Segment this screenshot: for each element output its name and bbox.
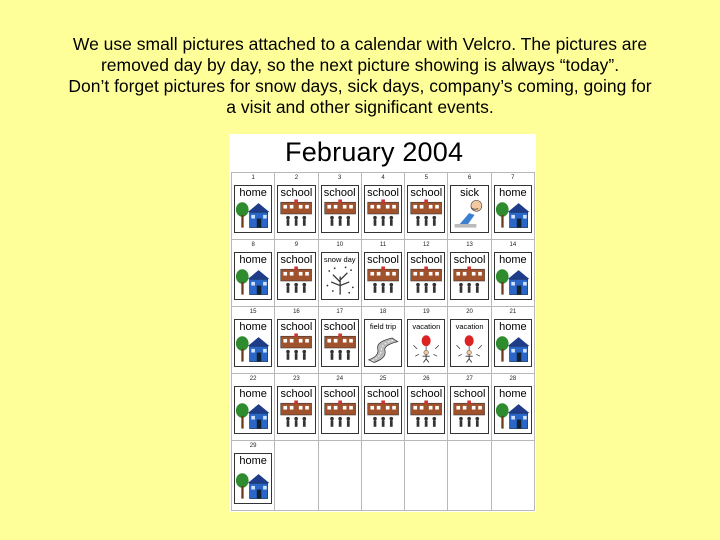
calendar-day-cell bbox=[275, 441, 318, 511]
school-icon bbox=[278, 197, 314, 231]
day-number: 27 bbox=[466, 376, 473, 382]
picture-card bbox=[364, 319, 402, 367]
caption-line: removed day by day, so the next picture showing is always “today”. bbox=[100, 55, 620, 75]
calendar-title: February 2004 bbox=[285, 137, 464, 167]
picture-card bbox=[234, 185, 272, 233]
calendar-day-cell bbox=[405, 374, 448, 441]
picture-card bbox=[277, 319, 315, 367]
picture-card bbox=[407, 386, 445, 434]
picture-card bbox=[364, 386, 402, 434]
day-number: 11 bbox=[379, 242, 387, 248]
picture-card-label: school bbox=[367, 254, 399, 266]
picture-card bbox=[494, 252, 532, 300]
calendar-day-cell bbox=[232, 173, 275, 240]
picture-card bbox=[234, 453, 272, 504]
calendar-day-cell bbox=[492, 374, 535, 441]
picture-card bbox=[364, 185, 402, 233]
calendar-day-cell bbox=[275, 240, 318, 307]
picture-card-label: snow day bbox=[323, 255, 356, 264]
picture-card bbox=[450, 185, 488, 233]
school-icon bbox=[365, 398, 401, 432]
road-icon bbox=[365, 331, 401, 365]
picture-card bbox=[234, 386, 272, 434]
school-icon bbox=[451, 398, 487, 432]
picture-card bbox=[494, 386, 532, 434]
picture-card-label: school bbox=[410, 254, 443, 266]
picture-card-label: school bbox=[280, 388, 313, 400]
calendar-day-cell bbox=[448, 240, 491, 307]
picture-card bbox=[494, 185, 532, 233]
picture-card bbox=[277, 252, 315, 300]
calendar-grid bbox=[231, 172, 535, 511]
school-icon bbox=[278, 264, 314, 298]
day-number: 3 bbox=[338, 175, 342, 181]
caption-line: a visit and other significant events. bbox=[226, 97, 494, 117]
balloons-icon bbox=[408, 331, 444, 365]
house-icon bbox=[235, 398, 271, 432]
calendar-day-cell bbox=[232, 374, 275, 441]
picture-card-label: home bbox=[499, 321, 527, 333]
calendar-day-cell bbox=[319, 374, 362, 441]
school-icon bbox=[322, 398, 358, 432]
picture-card bbox=[450, 252, 488, 300]
balloons-icon bbox=[451, 331, 487, 365]
day-number: 21 bbox=[509, 309, 517, 315]
calendar-day-cell bbox=[319, 441, 362, 511]
calendar-day-cell bbox=[275, 307, 318, 374]
calendar-day-cell bbox=[492, 307, 535, 374]
calendar bbox=[229, 134, 536, 512]
caption-line: We use small pictures attached to a calendar with Velcro. The pictures are bbox=[72, 34, 648, 54]
calendar-day-cell bbox=[448, 374, 491, 441]
calendar-day-cell bbox=[405, 307, 448, 374]
school-icon bbox=[278, 398, 314, 432]
picture-card-label: school bbox=[367, 187, 399, 199]
calendar-day-cell bbox=[319, 307, 362, 374]
picture-card-label: home bbox=[499, 254, 527, 266]
picture-card-label: vacation bbox=[412, 322, 441, 331]
day-number: 14 bbox=[509, 242, 517, 248]
calendar-day-cell bbox=[448, 307, 491, 374]
picture-card-label: vacation bbox=[455, 322, 484, 331]
picture-card-label: school bbox=[367, 388, 399, 400]
picture-card bbox=[407, 252, 445, 300]
picture-card bbox=[234, 319, 272, 367]
school-icon bbox=[278, 331, 314, 365]
picture-card-label: sick bbox=[460, 187, 480, 199]
school-icon bbox=[365, 264, 401, 298]
picture-card bbox=[450, 319, 488, 367]
calendar-day-cell bbox=[362, 441, 405, 511]
calendar-day-cell bbox=[275, 374, 318, 441]
calendar-day-cell bbox=[492, 173, 535, 240]
day-number: 22 bbox=[249, 376, 257, 382]
school-icon bbox=[322, 331, 358, 365]
calendar-day-cell bbox=[448, 441, 491, 511]
day-number: 28 bbox=[509, 376, 517, 382]
day-number: 25 bbox=[379, 376, 387, 382]
picture-card-label: school bbox=[280, 187, 313, 199]
house-icon bbox=[495, 331, 531, 365]
calendar-day-cell bbox=[492, 240, 535, 307]
day-number: 15 bbox=[249, 309, 257, 315]
calendar-day-cell bbox=[405, 441, 448, 511]
calendar-day-cell bbox=[319, 240, 362, 307]
calendar-day-cell bbox=[362, 307, 405, 374]
calendar-day-cell bbox=[232, 441, 275, 511]
day-number: 10 bbox=[336, 242, 344, 248]
picture-card bbox=[321, 319, 359, 367]
picture-card bbox=[494, 319, 532, 367]
calendar-day-cell bbox=[448, 173, 491, 240]
day-number: 4 bbox=[381, 175, 385, 181]
picture-card bbox=[277, 185, 315, 233]
calendar-day-cell bbox=[492, 441, 535, 511]
picture-card bbox=[277, 386, 315, 434]
picture-card-label: school bbox=[323, 187, 356, 199]
caption-text bbox=[10, 34, 710, 118]
picture-card-label: school bbox=[323, 321, 356, 333]
school-icon bbox=[408, 398, 444, 432]
picture-card-label: home bbox=[239, 455, 267, 467]
calendar-day-cell bbox=[362, 240, 405, 307]
day-number: 1 bbox=[251, 175, 255, 181]
caption-line: Don’t forget pictures for snow days, sick days, company’s coming, going for bbox=[68, 76, 652, 96]
picture-card bbox=[407, 185, 445, 233]
day-number: 8 bbox=[251, 242, 255, 248]
picture-card-label: home bbox=[239, 388, 267, 400]
house-icon bbox=[235, 197, 271, 231]
day-number: 24 bbox=[336, 376, 344, 382]
picture-card bbox=[450, 386, 488, 434]
day-number: 13 bbox=[466, 242, 473, 248]
calendar-day-cell bbox=[362, 173, 405, 240]
picture-card-label: school bbox=[280, 254, 313, 266]
calendar-day-cell bbox=[232, 307, 275, 374]
day-number: 18 bbox=[379, 309, 387, 315]
school-icon bbox=[408, 197, 444, 231]
picture-card bbox=[364, 252, 402, 300]
house-icon bbox=[495, 264, 531, 298]
day-number: 17 bbox=[336, 309, 344, 315]
calendar-day-cell bbox=[405, 240, 448, 307]
day-number: 2 bbox=[294, 175, 299, 181]
picture-card bbox=[321, 252, 359, 300]
day-number: 23 bbox=[293, 376, 300, 382]
picture-card-label: school bbox=[280, 321, 313, 333]
day-number: 9 bbox=[294, 242, 299, 248]
school-icon bbox=[408, 264, 444, 298]
day-number: 26 bbox=[422, 376, 430, 382]
picture-card-label: home bbox=[239, 321, 267, 333]
day-number: 5 bbox=[424, 175, 428, 181]
day-number: 16 bbox=[293, 309, 300, 315]
calendar-day-cell bbox=[275, 173, 318, 240]
day-number: 6 bbox=[467, 175, 472, 181]
calendar-day-cell bbox=[405, 173, 448, 240]
picture-card-label: home bbox=[239, 187, 267, 199]
day-number: 12 bbox=[422, 242, 430, 248]
school-icon bbox=[451, 264, 487, 298]
school-icon bbox=[365, 197, 401, 231]
picture-card bbox=[407, 319, 445, 367]
picture-card-label: home bbox=[499, 187, 527, 199]
house-icon bbox=[495, 398, 531, 432]
calendar-day-cell bbox=[362, 374, 405, 441]
picture-card bbox=[321, 185, 359, 233]
picture-card-label: field trip bbox=[369, 322, 397, 331]
picture-card bbox=[321, 386, 359, 434]
house-icon bbox=[495, 197, 531, 231]
picture-card-label: school bbox=[453, 388, 486, 400]
picture-card-label: school bbox=[410, 388, 443, 400]
school-icon bbox=[322, 197, 358, 231]
calendar-day-cell bbox=[232, 240, 275, 307]
day-number: 20 bbox=[466, 309, 473, 315]
day-number: 7 bbox=[511, 175, 515, 181]
picture-card-label: home bbox=[499, 388, 527, 400]
picture-card-label: school bbox=[323, 388, 356, 400]
sick-person-icon bbox=[451, 197, 487, 231]
day-number: 19 bbox=[422, 309, 430, 315]
picture-card-label: school bbox=[410, 187, 443, 199]
snowy-tree-icon bbox=[322, 264, 358, 298]
calendar-day-cell bbox=[319, 173, 362, 240]
house-icon bbox=[235, 331, 271, 365]
picture-card bbox=[234, 252, 272, 300]
picture-card-label: school bbox=[453, 254, 486, 266]
house-icon bbox=[235, 468, 271, 502]
day-number: 29 bbox=[249, 443, 257, 449]
house-icon bbox=[235, 264, 271, 298]
picture-card-label: home bbox=[239, 254, 267, 266]
